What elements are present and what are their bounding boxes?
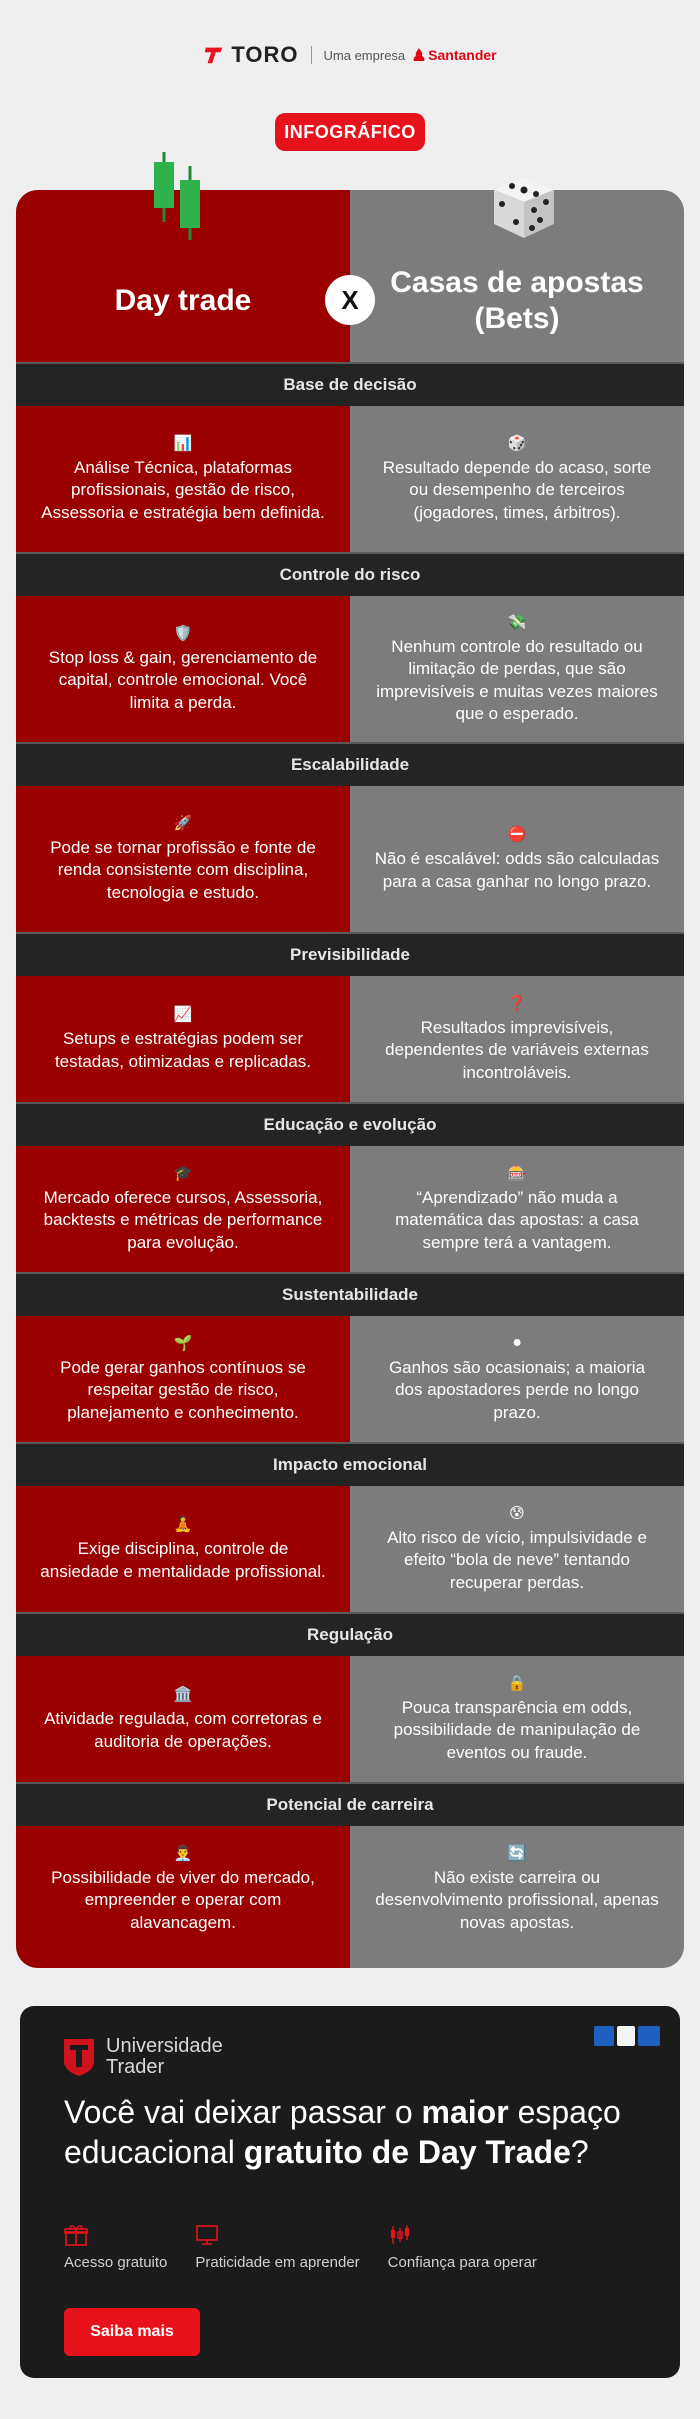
- cell-text: “Aprendizado” não muda a matemática das apostas: a casa sempre terá a vantagem.: [395, 1188, 639, 1252]
- santander-logo: [413, 47, 496, 63]
- cell-text: Não é escalável: odds são calculadas para a casa ganhar no longo prazo.: [374, 849, 660, 891]
- day-trade-cell: [16, 1488, 350, 1612]
- bets-cell: [350, 408, 684, 552]
- day-trade-cell: [16, 978, 350, 1102]
- section-emoji-icon: 🌱: [173, 1335, 193, 1353]
- section-emoji-icon: 🚀: [173, 815, 193, 833]
- universidade-trader-wordmark: [106, 2036, 223, 2078]
- section-title: Escalabilidade: [16, 742, 684, 786]
- headline-part-b: maior: [421, 2094, 509, 2130]
- cell-text: Pouca transparência em odds, possibilidade de manipulação de eventos ou fraude.: [393, 1698, 641, 1762]
- section-emoji-icon: 💸: [507, 614, 527, 632]
- cell-text: Análise Técnica, plataformas profissionais, gestão de risco, Assessoria e estratégia bem definida.: [41, 458, 325, 522]
- bets-cell: [350, 1318, 684, 1442]
- bets-cell: [350, 598, 684, 742]
- bets-cell: [350, 1828, 684, 1952]
- cell-text: Alto risco de vício, impulsividade e efeito “bola de neve” tentando recuperar perdas.: [387, 1528, 647, 1592]
- day-trade-cell: [16, 1318, 350, 1442]
- bets-cell: [350, 1148, 684, 1272]
- bets-cell: [350, 788, 684, 932]
- cell-text: Ganhos são ocasionais; a maioria dos apostadores perde no longo prazo.: [388, 1358, 646, 1422]
- logo-line-1: Universidade: [106, 2035, 223, 2057]
- section-emoji-icon: 🎰: [507, 1165, 527, 1183]
- section-emoji-icon: 👨‍💼: [173, 1845, 193, 1863]
- section-emoji-icon: 🎓: [173, 1165, 193, 1183]
- comparison-card: [16, 190, 684, 1968]
- section-emoji-icon: 🛡️: [173, 625, 193, 643]
- feature-label: Praticidade em aprender: [195, 2254, 360, 2271]
- headline-part-c: espaço educacional: [64, 2094, 621, 2170]
- cell-text: Pode se tornar profissão e fonte de renda consistente com disciplina, tecnologia e estudo.: [50, 838, 316, 902]
- gift-icon: [64, 2224, 88, 2246]
- feature-label: Confiança para operar: [387, 2254, 537, 2271]
- mini-logo-1: [594, 2026, 614, 2046]
- section-emoji-icon: 😰: [509, 1505, 525, 1523]
- candlestick-icon: [388, 2224, 412, 2246]
- universidade-trader-shield-icon: [62, 2037, 96, 2077]
- section-emoji-icon: 🎲: [507, 435, 527, 453]
- cell-text: Setups e estratégias podem ser testadas, otimizadas e replicadas.: [54, 1029, 312, 1071]
- promo-features: [64, 2224, 537, 2271]
- santander-flame-icon: [413, 48, 425, 62]
- universidade-trader-promo: [20, 2006, 680, 2378]
- headline-part-e: ?: [570, 2134, 589, 2170]
- headline-part-d: gratuito de Day Trade: [243, 2134, 571, 2170]
- section-title: Educação e evolução: [16, 1102, 684, 1146]
- section-emoji-icon: 🧘: [173, 1516, 193, 1534]
- dice-icon: [484, 164, 564, 240]
- section-emoji-icon: 🔒: [507, 1675, 527, 1693]
- toro-logo[interactable]: [203, 42, 298, 68]
- cell-text: Pode gerar ganhos contínuos se respeitar gestão de risco, planejamento e conhecimento.: [60, 1358, 306, 1422]
- promo-headline: [64, 2092, 624, 2172]
- section-emoji-icon: 📈: [173, 1006, 193, 1024]
- section-emoji-icon: 📊: [173, 435, 193, 453]
- feature-confidence: [388, 2224, 537, 2271]
- cell-text: Não existe carreira ou desenvolvimento profissional, apenas novas apostas.: [375, 1868, 659, 1932]
- cell-text: Resultados imprevisíveis, dependentes de variáveis externas incontroláveis.: [385, 1018, 649, 1082]
- section-title: Sustentabilidade: [16, 1272, 684, 1316]
- cell-text: Resultado depende do acaso, sorte ou desempenho de terceiros (jogadores, times, árbitros).: [382, 458, 652, 522]
- monitor-icon: [195, 2224, 219, 2246]
- headline-part-a: Você vai deixar passar o: [64, 2094, 422, 2130]
- bets-title: Casas de apostas (Bets): [390, 266, 644, 335]
- header: [0, 40, 700, 70]
- cell-text: Atividade regulada, com corretoras e auditoria de operações.: [44, 1709, 322, 1751]
- day-trade-cell: [16, 1828, 350, 1952]
- day-trade-title: Day trade: [114, 284, 252, 317]
- section-title: Potencial de carreira: [16, 1782, 684, 1826]
- bets-cell: [350, 1488, 684, 1612]
- day-trade-cell: [16, 408, 350, 552]
- section-emoji-icon: ❓: [507, 995, 527, 1013]
- cell-text: Exige disciplina, controle de ansiedade e mentalidade profissional.: [40, 1539, 326, 1581]
- mini-logo-3: [638, 2026, 660, 2046]
- infographic-badge: INFOGRÁFICO: [275, 113, 425, 151]
- section-emoji-icon: ⛔: [507, 826, 527, 844]
- day-trade-cell: [16, 788, 350, 932]
- day-trade-cell: [16, 1658, 350, 1782]
- feature-label: Acesso gratuito: [64, 2254, 168, 2271]
- header-divider: [311, 46, 312, 64]
- cell-text: Possibilidade de viver do mercado, empreender e operar com alavancagem.: [51, 1868, 315, 1932]
- feature-free-access: [64, 2224, 167, 2271]
- section-title: Regulação: [16, 1612, 684, 1656]
- candlestick-icon: [146, 152, 210, 242]
- cell-text: Nenhum controle do resultado ou limitação de perdas, que são imprevisíveis e muitas vezes maiores que o esperado.: [376, 637, 658, 723]
- header-subtitle: Uma empresa: [323, 47, 406, 63]
- section-title: Impacto emocional: [16, 1442, 684, 1486]
- section-title: Base de decisão: [16, 362, 684, 406]
- logo-line-2: Trader: [106, 2056, 165, 2078]
- day-trade-cell: [16, 1148, 350, 1272]
- section-emoji-icon: 🏛️: [173, 1686, 193, 1704]
- section-emoji-icon: 🔄: [507, 1845, 527, 1863]
- bets-cell: [350, 1658, 684, 1782]
- feature-practicality: [195, 2224, 359, 2271]
- section-title: Controle do risco: [16, 552, 684, 596]
- versus-circle: X: [325, 275, 375, 325]
- santander-name: Santander: [428, 47, 497, 63]
- partner-mini-logos: [594, 2026, 660, 2046]
- universidade-trader-logo[interactable]: [62, 2036, 223, 2078]
- mini-logo-2: [617, 2026, 635, 2046]
- cell-text: Stop loss & gain, gerenciamento de capital, controle emocional. Você limita a perda.: [48, 648, 318, 712]
- saiba-mais-button[interactable]: Saiba mais: [64, 2308, 200, 2356]
- day-trade-cell: [16, 598, 350, 742]
- toro-brand-name: TORO: [231, 42, 299, 67]
- section-emoji-icon: ⚫: [510, 1335, 524, 1353]
- toro-logo-icon: [203, 44, 225, 66]
- section-title: Previsibilidade: [16, 932, 684, 976]
- bets-cell: [350, 978, 684, 1102]
- cell-text: Mercado oferece cursos, Assessoria, backtests e métricas de performance para evolução.: [43, 1188, 323, 1252]
